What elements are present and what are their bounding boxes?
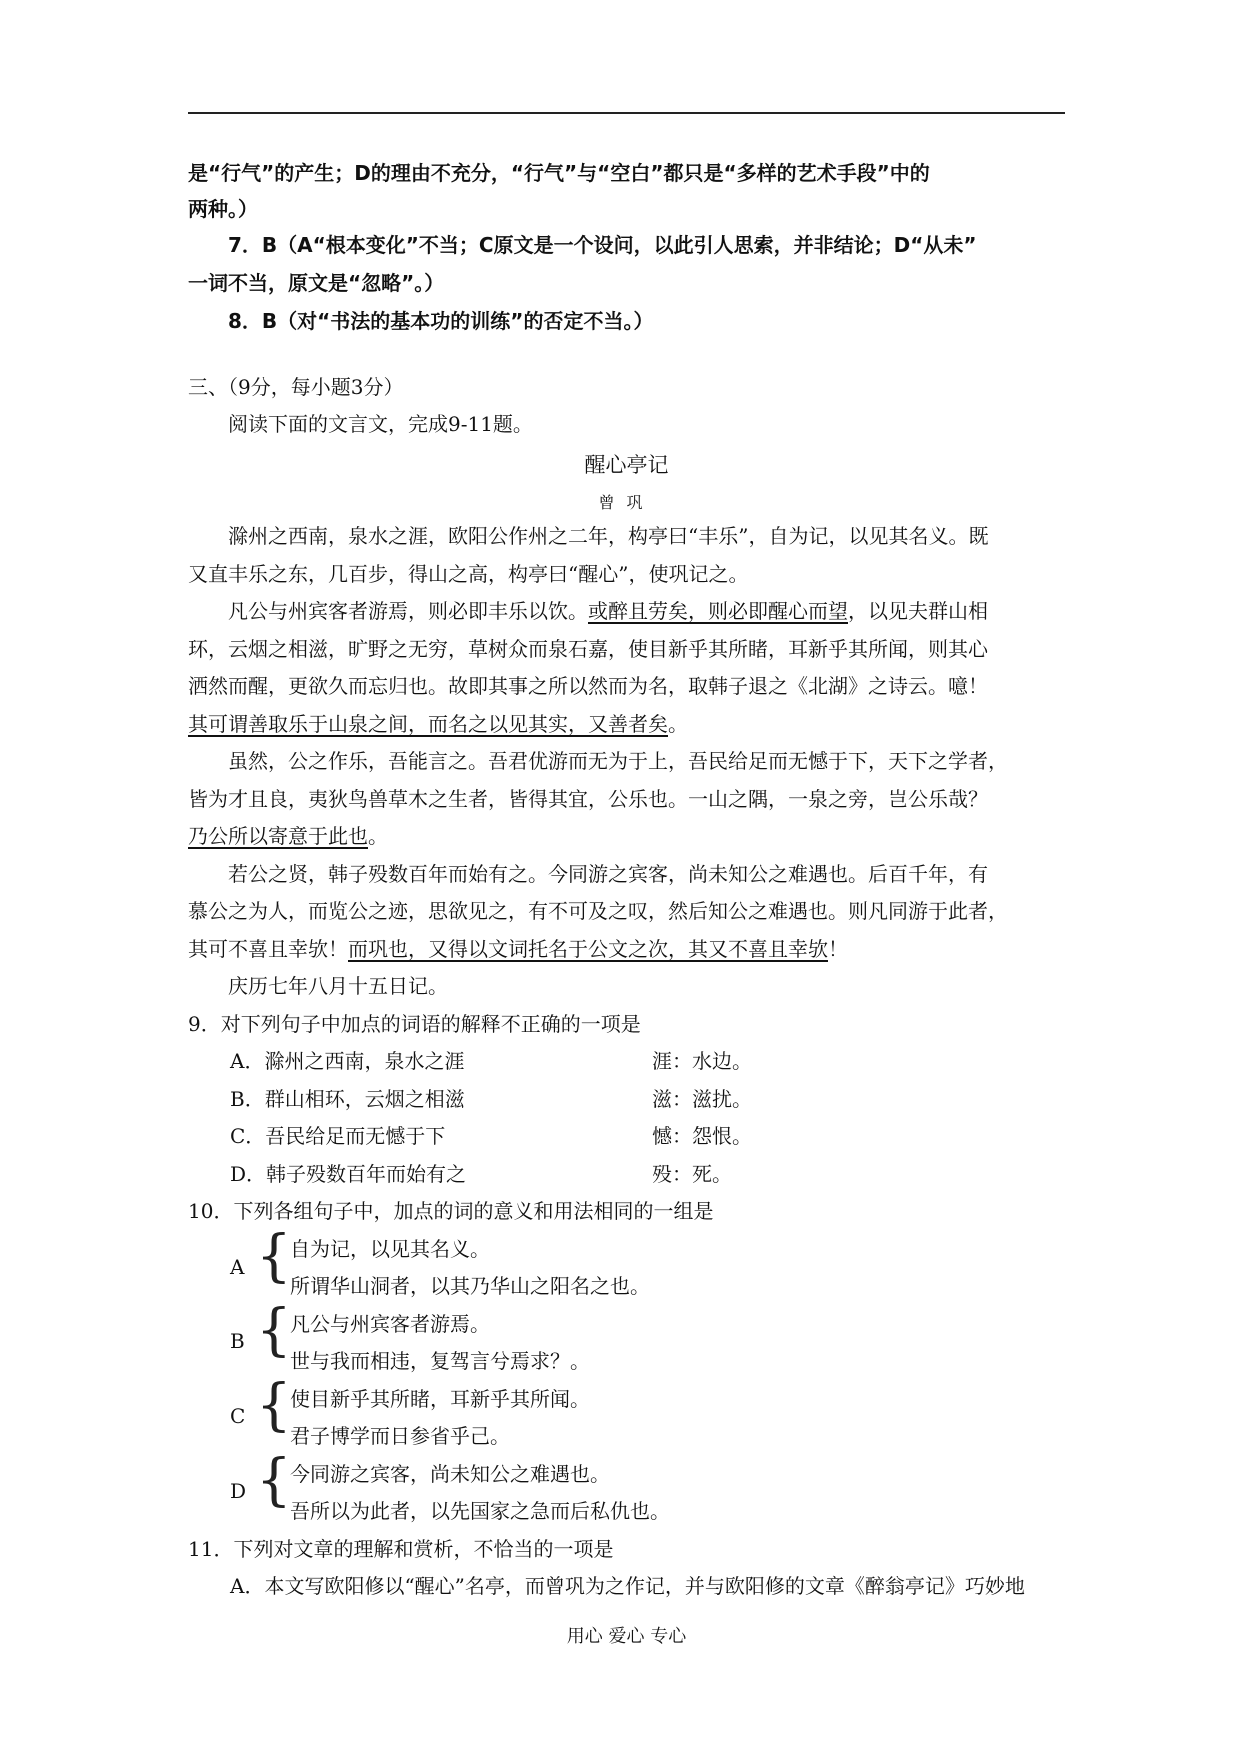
- essay-p4-line-2: 慕公之为人，而览公之迹，思欲见之，有不可及之叹，然后知公之难遇也。则凡同游于此者，: [188, 899, 1008, 923]
- q10-group-d-letter: D: [230, 1479, 247, 1503]
- essay-text: 凡公与州宾客者游焉，则必即丰乐以饮。: [228, 599, 588, 623]
- q9-option-d-gloss: 殁：死。: [652, 1162, 732, 1186]
- essay-p3-line-1: 虽然，公之作乐，吾能言之。吾君优游而无为于上，吾民给足而无憾于下，天下之学者，: [228, 749, 1008, 773]
- essay-text: 。: [668, 712, 688, 736]
- brace-icon: {: [256, 1224, 292, 1289]
- essay-text: ！: [828, 937, 848, 961]
- essay-title: 醒心亭记: [584, 453, 669, 477]
- q10-group-a-s2: 所谓华山洞者，以其乃华山之阳名之也。: [290, 1274, 650, 1298]
- q9-option-d: D．韩子殁数百年而始有之: [230, 1162, 467, 1186]
- essay-p4-line-3: [188, 936, 848, 962]
- essay-p3-line-2: 皆为才且良，夷狄鸟兽草木之生者，皆得其宜，公乐也。一山之隅，一泉之旁，岂公乐哉？: [188, 787, 988, 811]
- essay-p1-line-2: 又直丰乐之东，几百步，得山之高，构亭曰“醒心”，使巩记之。: [188, 562, 749, 586]
- q10-group-c-s1: 使目新乎其所睹，耳新乎其所闻。: [290, 1387, 590, 1411]
- q10-group-b-s2: 世与我而相违，复驾言兮焉求？。: [290, 1349, 590, 1373]
- answer-q7-line-1: 7．B（A“根本变化”不当；C原文是一个设问，以此引人思索，并非结论；D“从未”: [228, 233, 977, 257]
- q10-group-b-s1: 凡公与州宾客者游焉。: [290, 1312, 490, 1336]
- page-footer: 用心 爱心 专心: [566, 1626, 687, 1647]
- q9-option-c: C．吾民给足而无憾于下: [230, 1124, 446, 1148]
- brace-icon: {: [256, 1298, 292, 1363]
- underlined-sentence: 而巩也，又得以文词托名于公文之次，其又不喜且幸欤: [348, 937, 828, 961]
- q9-option-c-gloss: 憾：怨恨。: [652, 1124, 752, 1148]
- essay-p1-line-1: 滁州之西南，泉水之涯，欧阳公作州之二年，构亭曰“丰乐”，自为记，以见其名义。既: [228, 524, 989, 548]
- essay-date: 庆历七年八月十五日记。: [228, 974, 448, 998]
- answer-q7-line-2: 一词不当，原文是“忽略”。）: [188, 271, 445, 295]
- underlined-sentence: 或醉且劳矣，则必即醒心而望: [588, 599, 848, 623]
- essay-p2-line-3: 洒然而醒，更欲久而忘归也。故即其事之所以然而为名，取韩子退之《北湖》之诗云。噫！: [188, 674, 988, 698]
- essay-author: 曾巩: [598, 493, 655, 512]
- essay-text: 其可不喜且幸欤！: [188, 937, 348, 961]
- essay-p2-line-4: [188, 711, 688, 737]
- q10-stem: 10．下列各组句子中，加点的词的意义和用法相同的一组是: [188, 1199, 714, 1223]
- answer-q8: 8．B（对“书法的基本功的训练”的否定不当。）: [228, 309, 654, 333]
- essay-text: ，以见夫群山相: [848, 599, 988, 623]
- q10-group-d-s2: 吾所以为此者，以先国家之急而后私仇也。: [290, 1499, 670, 1523]
- q9-option-a-gloss: 涯：水边。: [652, 1049, 752, 1073]
- q10-group-a-letter: A: [230, 1255, 245, 1279]
- answer-line-1: 是“行气”的产生；D的理由不充分，“行气”与“空白”都只是“多样的艺术手段”中的: [188, 161, 930, 185]
- q9-stem: 9．对下列句子中加点的词语的解释不正确的一项是: [188, 1012, 641, 1036]
- q11-stem: 11．下列对文章的理解和赏析，不恰当的一项是: [188, 1537, 614, 1561]
- header-rule: [188, 112, 1065, 114]
- essay-p3-line-3: [188, 823, 388, 849]
- underlined-sentence: 乃公所以寄意于此也: [188, 824, 368, 848]
- brace-icon: {: [256, 1373, 292, 1438]
- brace-icon: {: [256, 1448, 292, 1513]
- q9-option-b: B．群山相环，云烟之相滋: [230, 1087, 465, 1111]
- q9-option-b-gloss: 滋：滋扰。: [652, 1087, 752, 1111]
- section-instruction: 阅读下面的文言文，完成9-11题。: [228, 412, 533, 436]
- q10-group-c-letter: C: [230, 1404, 246, 1428]
- q10-group-c-s2: 君子博学而日参省乎己。: [290, 1424, 510, 1448]
- q10-group-a-s1: 自为记，以见其名义。: [290, 1237, 490, 1261]
- essay-p4-line-1: 若公之贤，韩子殁数百年而始有之。今同游之宾客，尚未知公之难遇也。后百千年，有: [228, 862, 988, 886]
- q10-group-d-s1: 今同游之宾客，尚未知公之难遇也。: [290, 1462, 610, 1486]
- section-heading: 三、（9分，每小题3分）: [188, 375, 404, 399]
- answer-line-2: 两种。）: [188, 197, 258, 221]
- essay-p2-line-1: [228, 598, 988, 624]
- q10-group-b-letter: B: [230, 1329, 245, 1353]
- essay-text: 。: [368, 824, 388, 848]
- q11-option-a: A．本文写欧阳修以“醒心”名亭，而曾巩为之作记，并与欧阳修的文章《醉翁亭记》巧妙地: [230, 1574, 1025, 1598]
- q9-option-a: A．滁州之西南，泉水之涯: [230, 1049, 465, 1073]
- underlined-sentence: 其可谓善取乐于山泉之间，而名之以见其实，又善者矣: [188, 712, 668, 736]
- essay-p2-line-2: 环，云烟之相滋，旷野之无穷，草树众而泉石嘉，使目新乎其所睹，耳新乎其所闻，则其心: [188, 637, 988, 661]
